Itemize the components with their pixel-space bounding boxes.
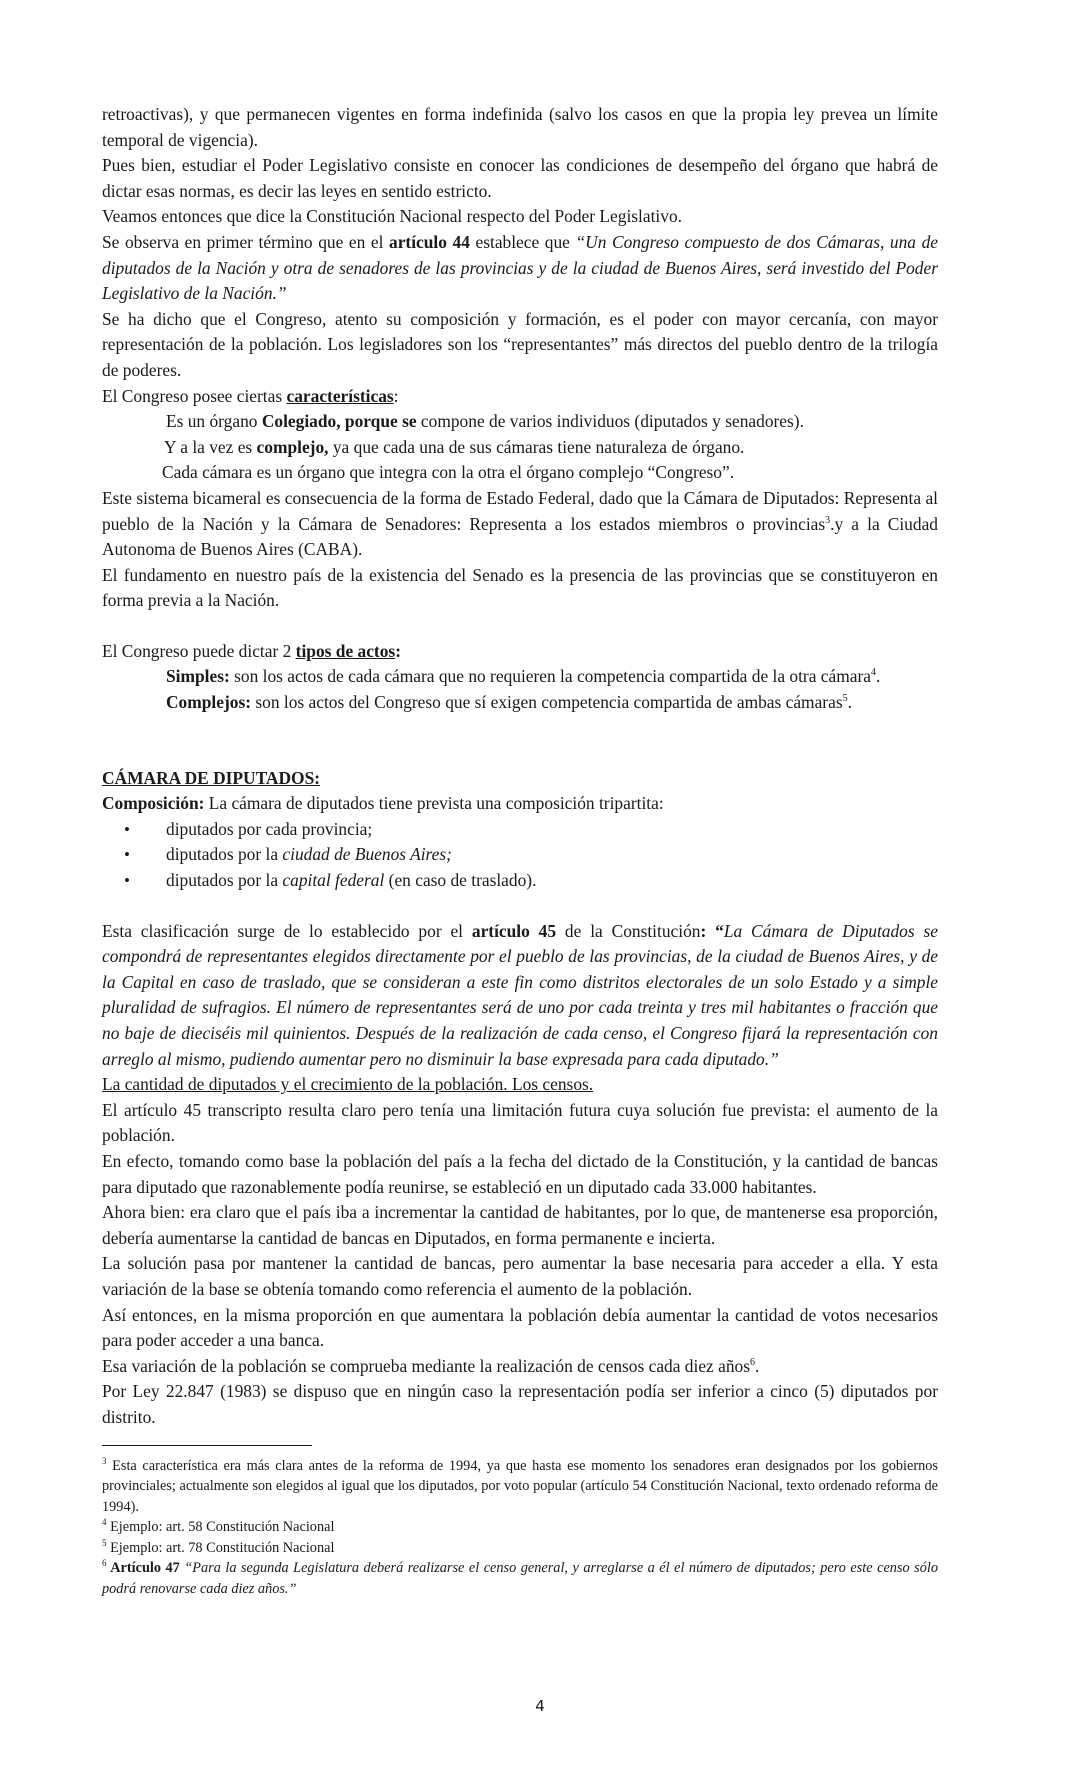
list-item: • diputados por la capital federal (en caso de traslado). bbox=[102, 868, 938, 894]
article-45-quote: La Cámara de Diputados se compondrá de representantes elegidos directamente por el pueblo de las provincias, de la ciudad de Buenos Aires, y de la Capital en caso de traslado, que se consideran a este fin como distritos electorales de un solo Estado y a simple pluralidad de sufragios. El número de representantes será de uno por cada treinta y tres mil habitantes o fracción que no baje de dieciséis mil quinientos. Después de la realización de cada censo, el Congreso fijará la representación con arreglo al mismo, pudiendo aumentar pero no disminuir la base expresada para cada diputado.” bbox=[102, 920, 938, 1069]
page-number: 4 bbox=[535, 1697, 545, 1715]
paragraph-ley-22847: Por Ley 22.847 (1983) se dispuso que en ningún caso la representación podía ser inferior a cinco (5) diputados por distrito. bbox=[102, 1381, 938, 1427]
footnote-4: $^4$ Ejemplo: art. 58 Constitución Nacional bbox=[102, 1517, 335, 1536]
paragraph-variacion-censos: Esa variación de la población se comprueba mediante la realización de censos cada diez años$^6$. bbox=[102, 1355, 760, 1376]
tipos-de-actos: tipos de actos bbox=[295, 640, 396, 661]
composition-list bbox=[102, 817, 938, 894]
footnote-ref-3: 3 bbox=[825, 514, 831, 526]
footnote-divider bbox=[102, 1445, 312, 1446]
paragraph-en-efecto: En efecto, tomando como base la población del país a la fecha del dictado de la Constitución, y la cantidad de bancas para diputado que razonablemente podía reunirse, se estableció en un diputado cada 33.000 habitantes. bbox=[102, 1150, 938, 1197]
characteristic-colegiado: Es un órgano Colegiado, porque se compone de varios individuos (diputados y senadores). bbox=[166, 411, 804, 432]
paragraph-articulo-44: Se observa en primer término que en el artículo 44 establece que “Un Congreso compuesto de dos Cámaras, una de diputados de la Nación y otra de senadores de las provincias y de la ciudad de Buenos Aires, será investido del Poder Legislativo de la Nación.” bbox=[102, 231, 938, 304]
paragraph-ahora-bien: Ahora bien: era claro que el país iba a incrementar la cantidad de habitantes, por lo que, de mantenerse esa proporción, debería aumentarse la cantidad de bancas en Diputados, en forma permanente e incierta. bbox=[102, 1202, 938, 1248]
paragraph-fundamento-senado: El fundamento en nuestro país de la existencia del Senado es la presencia de las provincias que se constituyeron en forma previa a la Nación. bbox=[102, 564, 938, 611]
footnote-6: $^6$ Artículo 47 “Para la segunda Legislatura deberá realizarse el censo general, y arreglarse a él el número de diputados; pero este censo sólo podrá renovarse cada diez años.” bbox=[102, 1558, 938, 1598]
footnote-ref-4: 4 bbox=[871, 667, 876, 679]
footnote-ref-5: 5 bbox=[842, 693, 848, 705]
footnote-5: $^5$ Ejemplo: art. 78 Constitución Nacional bbox=[102, 1538, 335, 1556]
list-item: • diputados por la ciudad de Buenos Aires; bbox=[102, 842, 938, 868]
paragraph-composicion: Composición: La cámara de diputados tiene prevista una composición tripartita: bbox=[102, 793, 664, 814]
characteristic-camara-organo: Cada cámara es un órgano que integra con la otra el órgano complejo “Congreso”. bbox=[162, 462, 735, 483]
article-44-quote: “Un Congreso compuesto de dos Cámaras, una de diputados de la Nación y otra de senadores de las provincias y de la ciudad de Buenos Aires, será investido del Poder Legislativo de la Nación.” bbox=[102, 231, 938, 304]
paragraph-caracteristicas: El Congreso posee ciertas características: bbox=[102, 385, 399, 406]
paragraph-pues-bien: Pues bien, estudiar el Poder Legislativo consiste en conocer las condiciones de desempeño del órgano que habrá de dictar esas normas, es decir las leyes en sentido estricto. bbox=[102, 155, 938, 201]
paragraph-tipos-actos: El Congreso puede dictar 2 tipos de actos: bbox=[102, 640, 401, 661]
paragraph-bicameral: Este sistema bicameral es consecuencia de la forma de Estado Federal, dado que la Cámara de Diputados: Representa al pueblo de la Nación y la Cámara de Senadores: Representa a los estados miembros o provincias$^3$.y a la Ciudad Autonoma de Buenos Aires (CABA). bbox=[102, 487, 938, 560]
paragraph-solucion: La solución pasa por mantener la cantidad de bancas, pero aumentar la base necesaria para acceder a ella. Y esta variación de la base se obtenía tomando como referencia el aumento de la población. bbox=[102, 1253, 938, 1299]
act-simples: Simples: son los actos de cada cámara que no requieren la competencia compartida de la otra cámara$^4$. bbox=[166, 666, 881, 687]
article-44-ref: artículo 44 bbox=[389, 231, 470, 252]
subheading-censos: La cantidad de diputados y el crecimiento de la población. Los censos. bbox=[102, 1074, 594, 1095]
paragraph-limitacion: El artículo 45 transcripto resulta claro pero tenía una limitación futura cuya solución fue prevista: el aumento de la población. bbox=[102, 1099, 938, 1146]
paragraph-articulo-45: Esta clasificación surge de lo establecido por el artículo 45 de la Constitución: “La Cámara de Diputados se compondrá de representantes elegidos directamente por el pueblo de las provincias, de la ciudad de Buenos Aires, y de la Capital en caso de traslado, que se consideran a este fin como distritos electorales de un solo Estado y a simple pluralidad de sufragios. El número de representantes será de uno por cada treinta y tres mil habitantes o fracción que no baje de dieciséis mil quinientos. Después de la realización de cada censo, el Congreso fijará la representación con arreglo al mismo, pudiendo aumentar pero no disminuir la base expresada para cada diputado.” bbox=[102, 920, 938, 1069]
characteristic-complejo: Y a la vez es complejo, ya que cada una de sus cámaras tiene naturaleza de órgano. bbox=[164, 436, 745, 457]
document-body bbox=[102, 102, 938, 1600]
list-item: • diputados por cada provincia; bbox=[102, 817, 938, 843]
footnote-3: $^3$ Esta característica era más clara antes de la reforma de 1994, ya que hasta ese momento los senadores eran designados por los gobiernos provinciales; actualmente son elegidos al igual que los diputados, por voto popular (artículo 54 Constitución Nacional, texto ordenado reforma de 1994). bbox=[102, 1455, 938, 1515]
section-heading-camara-diputados: CÁMARA DE DIPUTADOS: bbox=[102, 767, 321, 788]
paragraph-retroactivas: retroactivas), y que permanecen vigentes en forma indefinida (salvo los casos en que la propia ley prevea un límite temporal de vigencia). bbox=[102, 104, 938, 150]
paragraph-veamos: Veamos entonces que dice la Constitución Nacional respecto del Poder Legislativo. bbox=[102, 206, 683, 227]
caracteristicas-link: características bbox=[286, 385, 394, 406]
act-complejos: Complejos: son los actos del Congreso que sí exigen competencia compartida de ambas cámaras$^5$. bbox=[166, 692, 852, 713]
footnote-ref-6: 6 bbox=[750, 1356, 755, 1368]
paragraph-asi-entonces: Así entonces, en la misma proporción en que aumentara la población debía aumentar la cantidad de votos necesarios para poder acceder a una banca. bbox=[102, 1304, 938, 1351]
paragraph-congreso-cercania: Se ha dicho que el Congreso, atento su composición y formación, es el poder con mayor cercanía, con mayor representación de la población. Los legisladores son los “representantes” más directos del pueblo dentro de la trilogía de poderes. bbox=[102, 308, 938, 380]
